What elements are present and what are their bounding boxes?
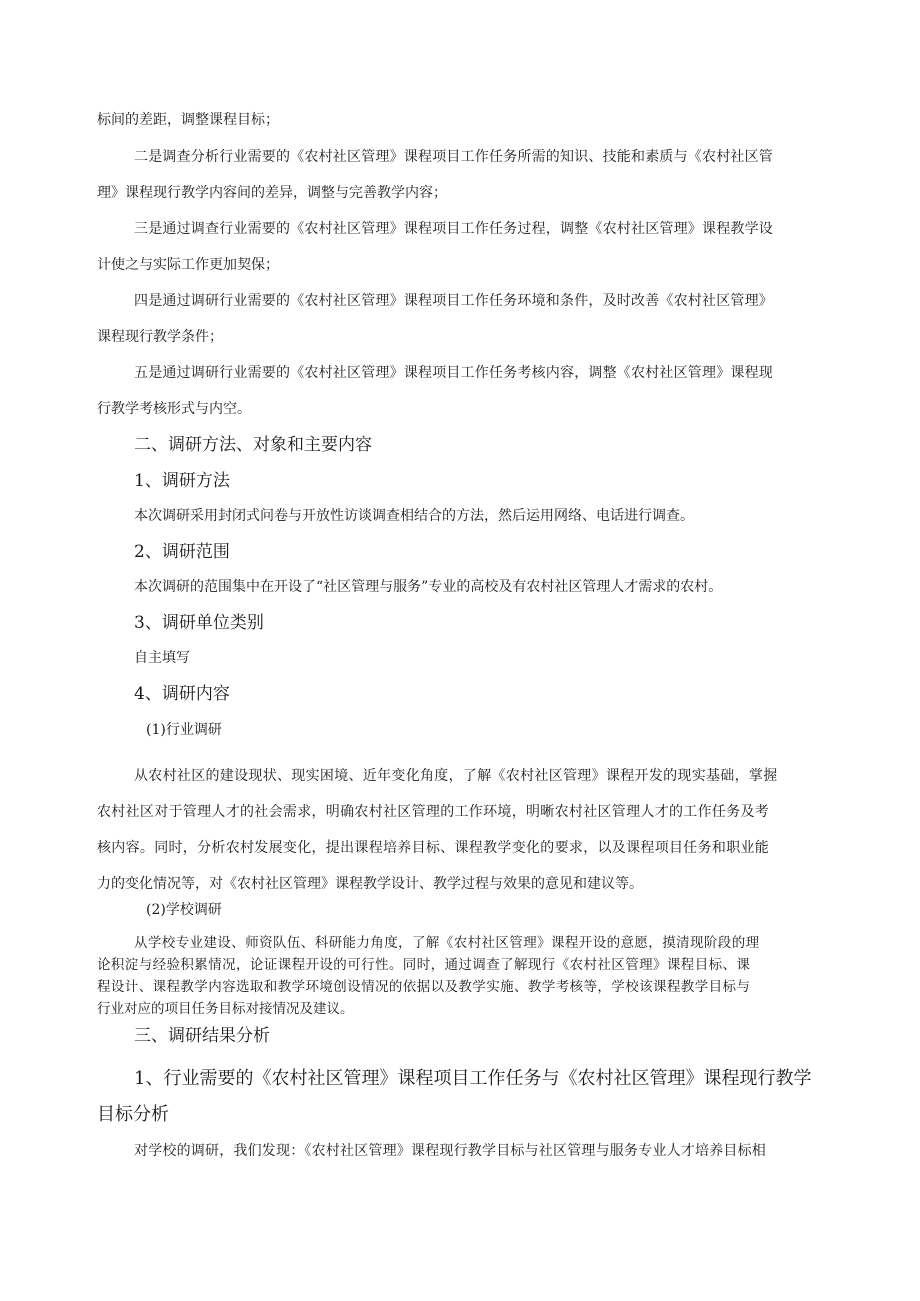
text-line: 课程现行教学条件； <box>97 329 223 345</box>
subsection-heading: 1、调研方法 <box>134 471 230 491</box>
text-line: 行教学考核形式与内空。 <box>97 401 251 417</box>
text-line: 农村社区对于管理人才的社会需求，明确农村社区管理的工作环境，明晰农村社区管理人才的工作任务及考 <box>97 804 770 820</box>
subsection-heading: 4、调研内容 <box>134 684 230 704</box>
text-line: 计使之与实际工作更加契保； <box>97 257 279 273</box>
text-line: 五是通过调研行业需要的《农村社区管理》课程项目工作任务考核内容，调整《农村社区管理》课程现 <box>134 365 773 381</box>
section-heading: 二、调研方法、对象和主要内容 <box>134 435 372 455</box>
text-line: 对学校的调研，我们发现：《农村社区管理》课程现行教学目标与社区管理与服务专业人才培养目标相 <box>134 1143 766 1159</box>
text-line: 三是通过调查行业需要的《农村社区管理》课程项目工作任务过程，调整《农村社区管理》课程教学设 <box>134 221 773 237</box>
subsection-heading: 2、调研范围 <box>134 542 230 562</box>
text-line: 本次调研的范围集中在开设了“社区管理与服务”专业的高校及有农村社区管理人才需求的农村。 <box>134 579 723 595</box>
subsection-heading: 1、行业需要的《农村社区管理》课程项目工作任务与《农村社区管理》课程现行教学 <box>134 1068 812 1089</box>
text-line: 力的变化情况等，对《农村社区管理》课程教学设计、教学过程与效果的意见和建议等。 <box>97 876 643 892</box>
text-line: 自主填写 <box>134 650 190 666</box>
subsection-heading: 3、调研单位类别 <box>134 613 264 633</box>
text-line: 核内容。同时，分析农村发展变化，提出课程培养目标、课程教学变化的要求，以及课程项目任务和职业能 <box>97 840 770 856</box>
text-line: 论积淀与经验积累情况，论证课程开设的可行性。同时，通过调查了解现行《农村社区管理》课程目标、课 <box>97 957 751 973</box>
sub-heading: (1)行业调研 <box>146 722 222 738</box>
text-line: 标间的差距，调整课程目标； <box>97 112 279 128</box>
section-heading: 三、调研结果分析 <box>134 1026 270 1046</box>
text-line: 理》课程现行教学内容间的差异，调整与完善教学内容； <box>97 185 447 201</box>
subsection-heading: 目标分析 <box>97 1104 169 1125</box>
text-line: 二是调查分析行业需要的《农村社区管理》课程项目工作任务所需的知识、技能和素质与《农村社区管 <box>134 149 773 165</box>
text-line: 行业对应的项目任务目标对接情况及建议。 <box>97 1001 354 1017</box>
text-line: 四是通过调研行业需要的《农村社区管理》课程项目工作任务环境和条件，及时改善《农村社区管理》 <box>134 293 773 309</box>
text-line: 本次调研采用封闭式问卷与开放性访谈调查相结合的方法，然后运用网络、电话进行调查。 <box>134 508 694 524</box>
text-line: 从学校专业建设、师资队伍、科研能力角度，了解《农村社区管理》课程开设的意愿，摸清现阶段的理 <box>134 935 760 951</box>
text-line: 从农村社区的建设现状、现实困境、近年变化角度，了解《农村社区管理》课程开发的现实基础，掌握 <box>134 768 778 784</box>
sub-heading: (2)学校调研 <box>146 902 222 918</box>
text-line: 程设计、课程教学内容选取和教学环境创设情况的依据以及教学实施、教学考核等，学校该课程教学目标与 <box>97 979 751 995</box>
